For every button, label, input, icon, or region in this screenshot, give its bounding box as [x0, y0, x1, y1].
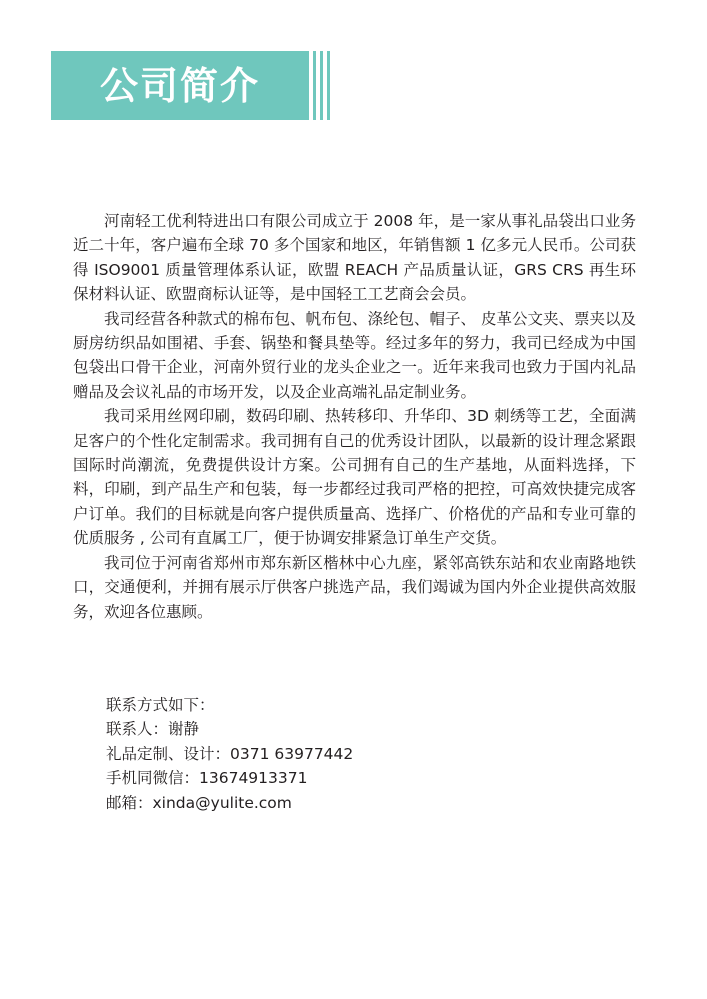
page-title: 公司简介 — [100, 64, 261, 108]
contact-email: 邮箱：xinda@yulite.com — [106, 793, 292, 812]
company-profile-text — [73, 209, 636, 624]
contact-person: 联系人：谢静 — [106, 720, 200, 739]
paragraph-products: 我司经营各种款式的棉布包、帆布包、涤纶包、帽子、 皮革公文夹、票夹以及厨房纺织品如围裙、手套、锅垫和餐具垫等。经过多年的努力，我司已经成为中国包袋出口骨干企业，河南外贸行业的龙头企业之一。近年来我司也致力于国内礼品赠品及会议礼品的市场开发，以及企业高端礼品定制业务。 — [73, 309, 636, 401]
title-stripe — [313, 51, 316, 120]
paragraph-craft: 我司采用丝网印刷，数码印刷、热转移印、升华印、3D 刺绣等工艺，全面满足客户的个性化定制需求。我司拥有自己的优秀设计团队，以最新的设计理念紧跟国际时尚潮流，免费提供设计方案。公司拥有自己的生产基地，从面料选择，下料，印刷，到产品生产和包装，每一步都经过我司严格的把控，可高效快捷完成客户订单。我们的目标就是向客户提供质量高、选择广、价格优的产品和专业可靠的优质服务 , 公司有直属工厂，便于协调安排紧急订单生产交货。 — [73, 407, 636, 548]
contact-heading: 联系方式如下： — [106, 696, 215, 714]
title-stripe — [327, 51, 330, 120]
contact-block — [106, 693, 353, 815]
contact-phone: 礼品定制、设计：0371 63977442 — [106, 744, 354, 763]
paragraph-intro: 河南轻工优利特进出口有限公司成立于 2008 年，是一家从事礼品袋出口业务近二十年，客户遍布全球 70 多个国家和地区，年销售额 1 亿多元人民币。公司获得 ISO9001 质量管理体系认证，欧盟 REACH 产品质量认证，GRS CRS 再生环保材料认证、欧盟商标认证等，是中国轻工工艺商会会员。 — [73, 212, 636, 304]
paragraph-location: 我司位于河南省郑州市郑东新区楷林中心九座，紧邻高铁东站和农业南路地铁口，交通便利，并拥有展示厅供客户挑选产品，我们竭诚为国内外企业提供高效服务，欢迎各位惠顾。 — [73, 553, 636, 621]
contact-mobile: 手机同微信：13674913371 — [106, 769, 308, 788]
title-stripe — [320, 51, 323, 120]
